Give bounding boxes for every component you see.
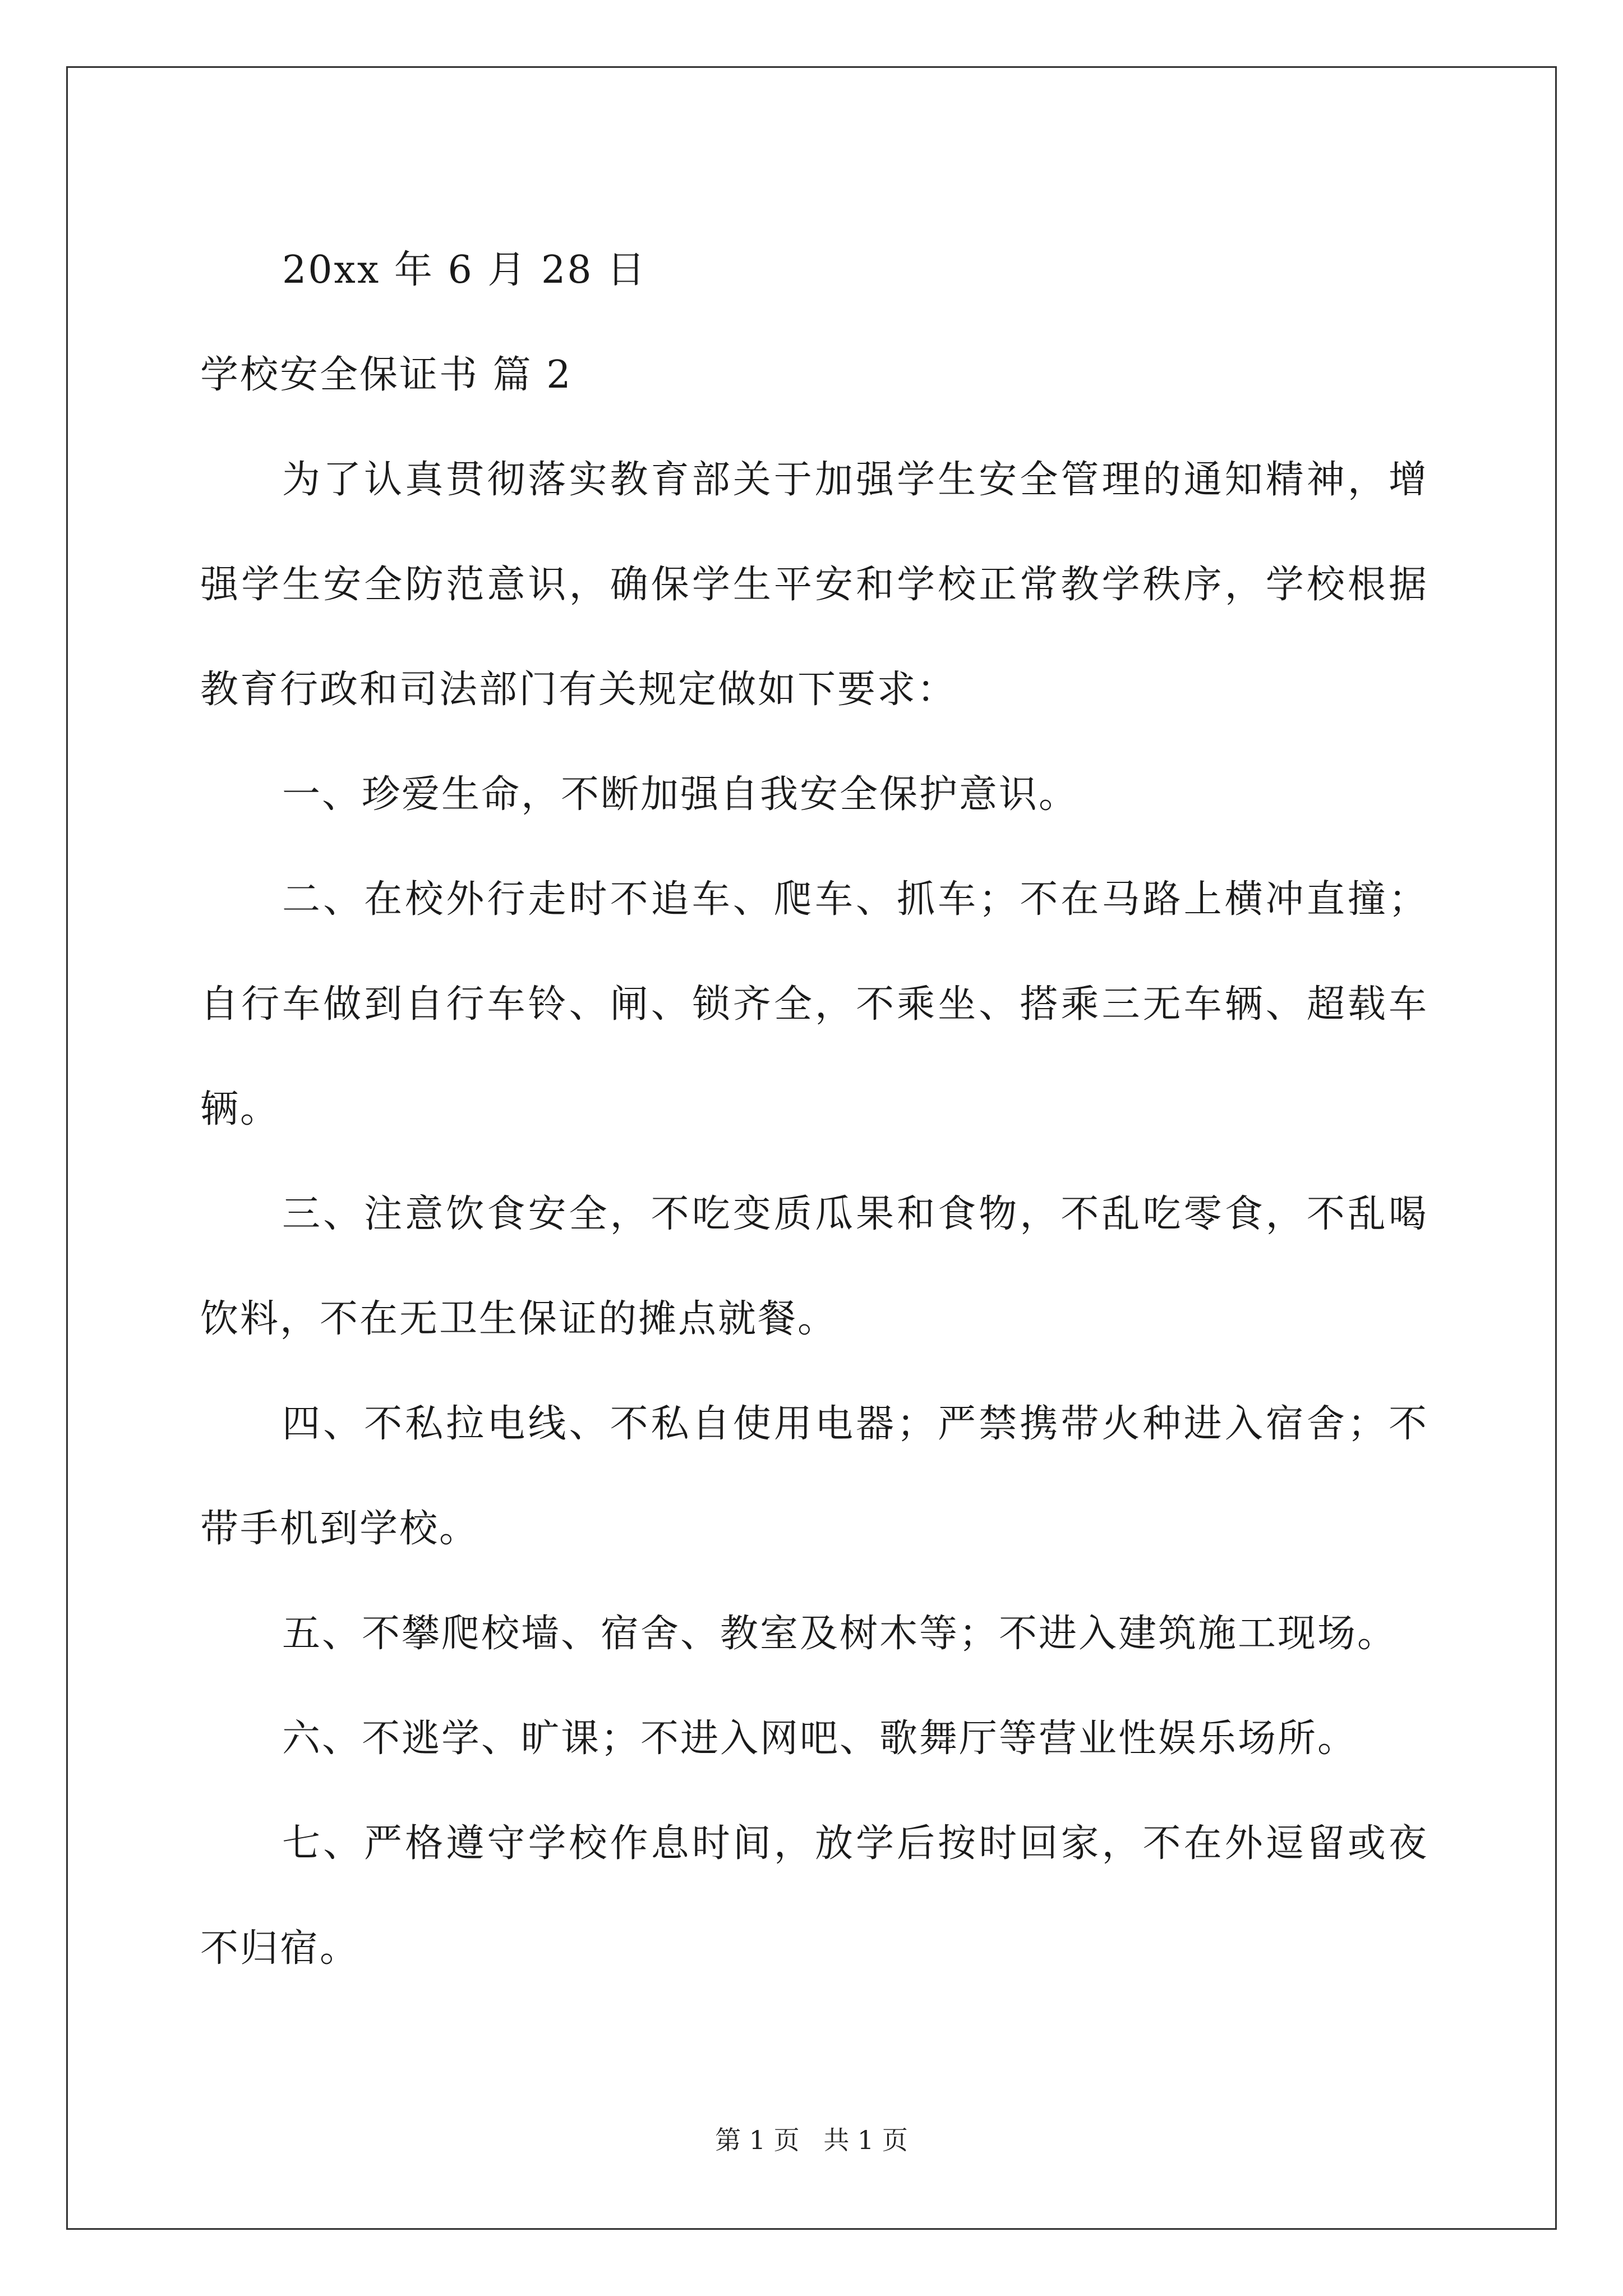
page-number-current: 第 1 页 <box>715 2125 800 2155</box>
text-line: 三、注意饮食安全，不吃变质瓜果和食物，不乱吃零食，不乱喝 <box>282 1192 1428 1236</box>
text-line: 不归宿。 <box>200 1926 360 1971</box>
text-line: 教育行政和司法部门有关规定做如下要求： <box>200 668 957 712</box>
text-line: 七、严格遵守学校作息时间，放学后按时回家，不在外逗留或夜 <box>282 1821 1428 1866</box>
text-line: 五、不攀爬校墙、宿舍、教室及树木等；不进入建筑施工现场。 <box>282 1612 1398 1656</box>
text-line: 带手机到学校。 <box>200 1507 479 1551</box>
page-number-total: 共 1 页 <box>823 2125 908 2155</box>
text-line: 饮料，不在无卫生保证的摊点就餐。 <box>200 1297 838 1341</box>
text-line: 一、珍爱生命，不断加强自我安全保护意识。 <box>282 772 1079 817</box>
text-line: 辆。 <box>200 1087 280 1131</box>
date-line: 20xx 年 6 月 28 日 <box>282 248 647 292</box>
text-line: 强学生安全防范意识，确保学生平安和学校正常教学秩序，学校根据 <box>200 563 1428 607</box>
text-line: 二、在校外行走时不追车、爬车、抓车；不在马路上横冲直撞； <box>282 877 1428 922</box>
text-line: 自行车做到自行车铃、闸、锁齐全，不乘坐、搭乘三无车辆、超载车 <box>200 982 1428 1027</box>
document-body <box>200 218 1428 2001</box>
text-line: 六、不逃学、旷课；不进入网吧、歌舞厅等营业性娱乐场所。 <box>282 1717 1358 1761</box>
section-title: 学校安全保证书 篇 2 <box>200 353 573 397</box>
text-line: 为了认真贯彻落实教育部关于加强学生安全管理的通知精神，增 <box>282 458 1428 502</box>
paragraph-block <box>200 427 1428 2001</box>
text-line: 四、不私拉电线、不私自使用电器；严禁携带火种进入宿舍；不 <box>282 1402 1428 1446</box>
page-footer <box>0 2123 1623 2157</box>
